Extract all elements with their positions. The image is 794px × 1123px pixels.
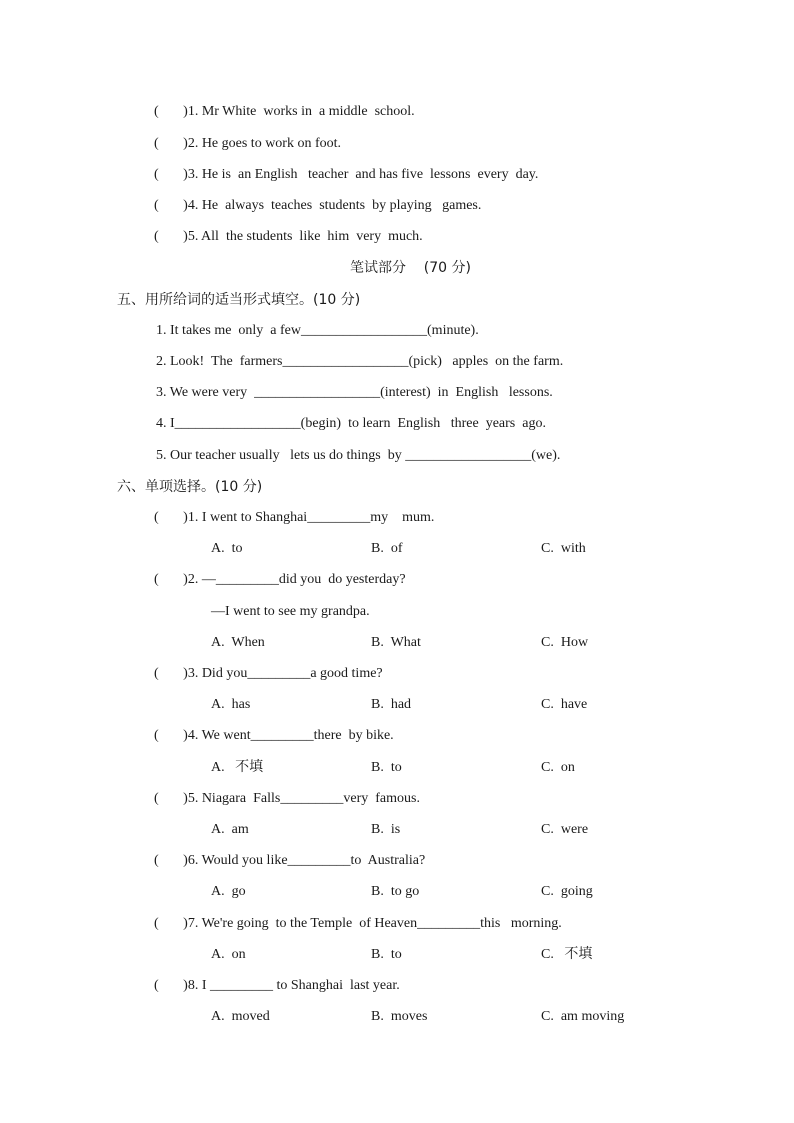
- option-b: B. to: [371, 760, 402, 775]
- option-a: A. to: [211, 541, 243, 556]
- option-a: A. on: [211, 947, 246, 962]
- fill-item: 5. Our teacher usually lets us do things by __________________(we).: [156, 448, 561, 463]
- option-c: C. How: [541, 635, 589, 650]
- question-stem: ( )5. Niagara Falls_________very famous.: [154, 791, 420, 806]
- option-b: B. What: [371, 635, 421, 650]
- option-c: C. on: [541, 760, 575, 775]
- fill-item: 3. We were very __________________(interest) in English lessons.: [156, 385, 553, 400]
- question-stem: ( )2. —_________did you do yesterday?: [154, 572, 406, 587]
- question-stem: ( )8. I _________ to Shanghai last year.: [154, 978, 400, 993]
- written-part-title: 笔试部分 (70 分): [350, 260, 471, 276]
- option-c: C. am moving: [541, 1009, 625, 1024]
- option-c: C. were: [541, 822, 589, 837]
- fill-item: 4. I__________________(begin) to learn English three years ago.: [156, 416, 546, 431]
- judge-item: ( )2. He goes to work on foot.: [154, 136, 342, 151]
- question-stem: ( )7. We're going to the Temple of Heaven_________this morning.: [154, 916, 562, 931]
- question-stem: ( )6. Would you like_________to Australia?: [154, 853, 426, 868]
- option-a: A. has: [211, 697, 251, 712]
- option-c: C. going: [541, 884, 593, 899]
- option-a: A. go: [211, 884, 246, 899]
- option-c: C. with: [541, 541, 586, 556]
- question-stem: ( )1. I went to Shanghai_________my mum.: [154, 510, 435, 525]
- option-b: B. is: [371, 822, 401, 837]
- option-a: A. When: [211, 635, 265, 650]
- question-reply: —I went to see my grandpa.: [211, 604, 370, 619]
- fill-item: 1. It takes me only a few__________________(minute).: [156, 323, 479, 338]
- section6-title: 六、单项选择。(10 分): [117, 479, 263, 495]
- option-a: A. moved: [211, 1009, 270, 1024]
- option-b: B. had: [371, 697, 412, 712]
- judge-item: ( )5. All the students like him very much.: [154, 229, 423, 244]
- judge-item: ( )1. Mr White works in a middle school.: [154, 104, 415, 119]
- judge-item: ( )4. He always teaches students by playing games.: [154, 198, 482, 213]
- option-b: B. to: [371, 947, 402, 962]
- option-b: B. of: [371, 541, 403, 556]
- option-a: A. am: [211, 822, 249, 837]
- option-b: B. moves: [371, 1009, 428, 1024]
- question-stem: ( )4. We went_________there by bike.: [154, 728, 394, 743]
- section5-title: 五、用所给词的适当形式填空。(10 分): [117, 292, 361, 308]
- option-c: C. have: [541, 697, 588, 712]
- judge-item: ( )3. He is an English teacher and has five lessons every day.: [154, 167, 539, 182]
- fill-item: 2. Look! The farmers__________________(pick) apples on the farm.: [156, 354, 564, 369]
- option-a: A. 不填: [211, 760, 264, 775]
- option-c: C. 不填: [541, 947, 593, 962]
- question-stem: ( )3. Did you_________a good time?: [154, 666, 383, 681]
- option-b: B. to go: [371, 884, 420, 899]
